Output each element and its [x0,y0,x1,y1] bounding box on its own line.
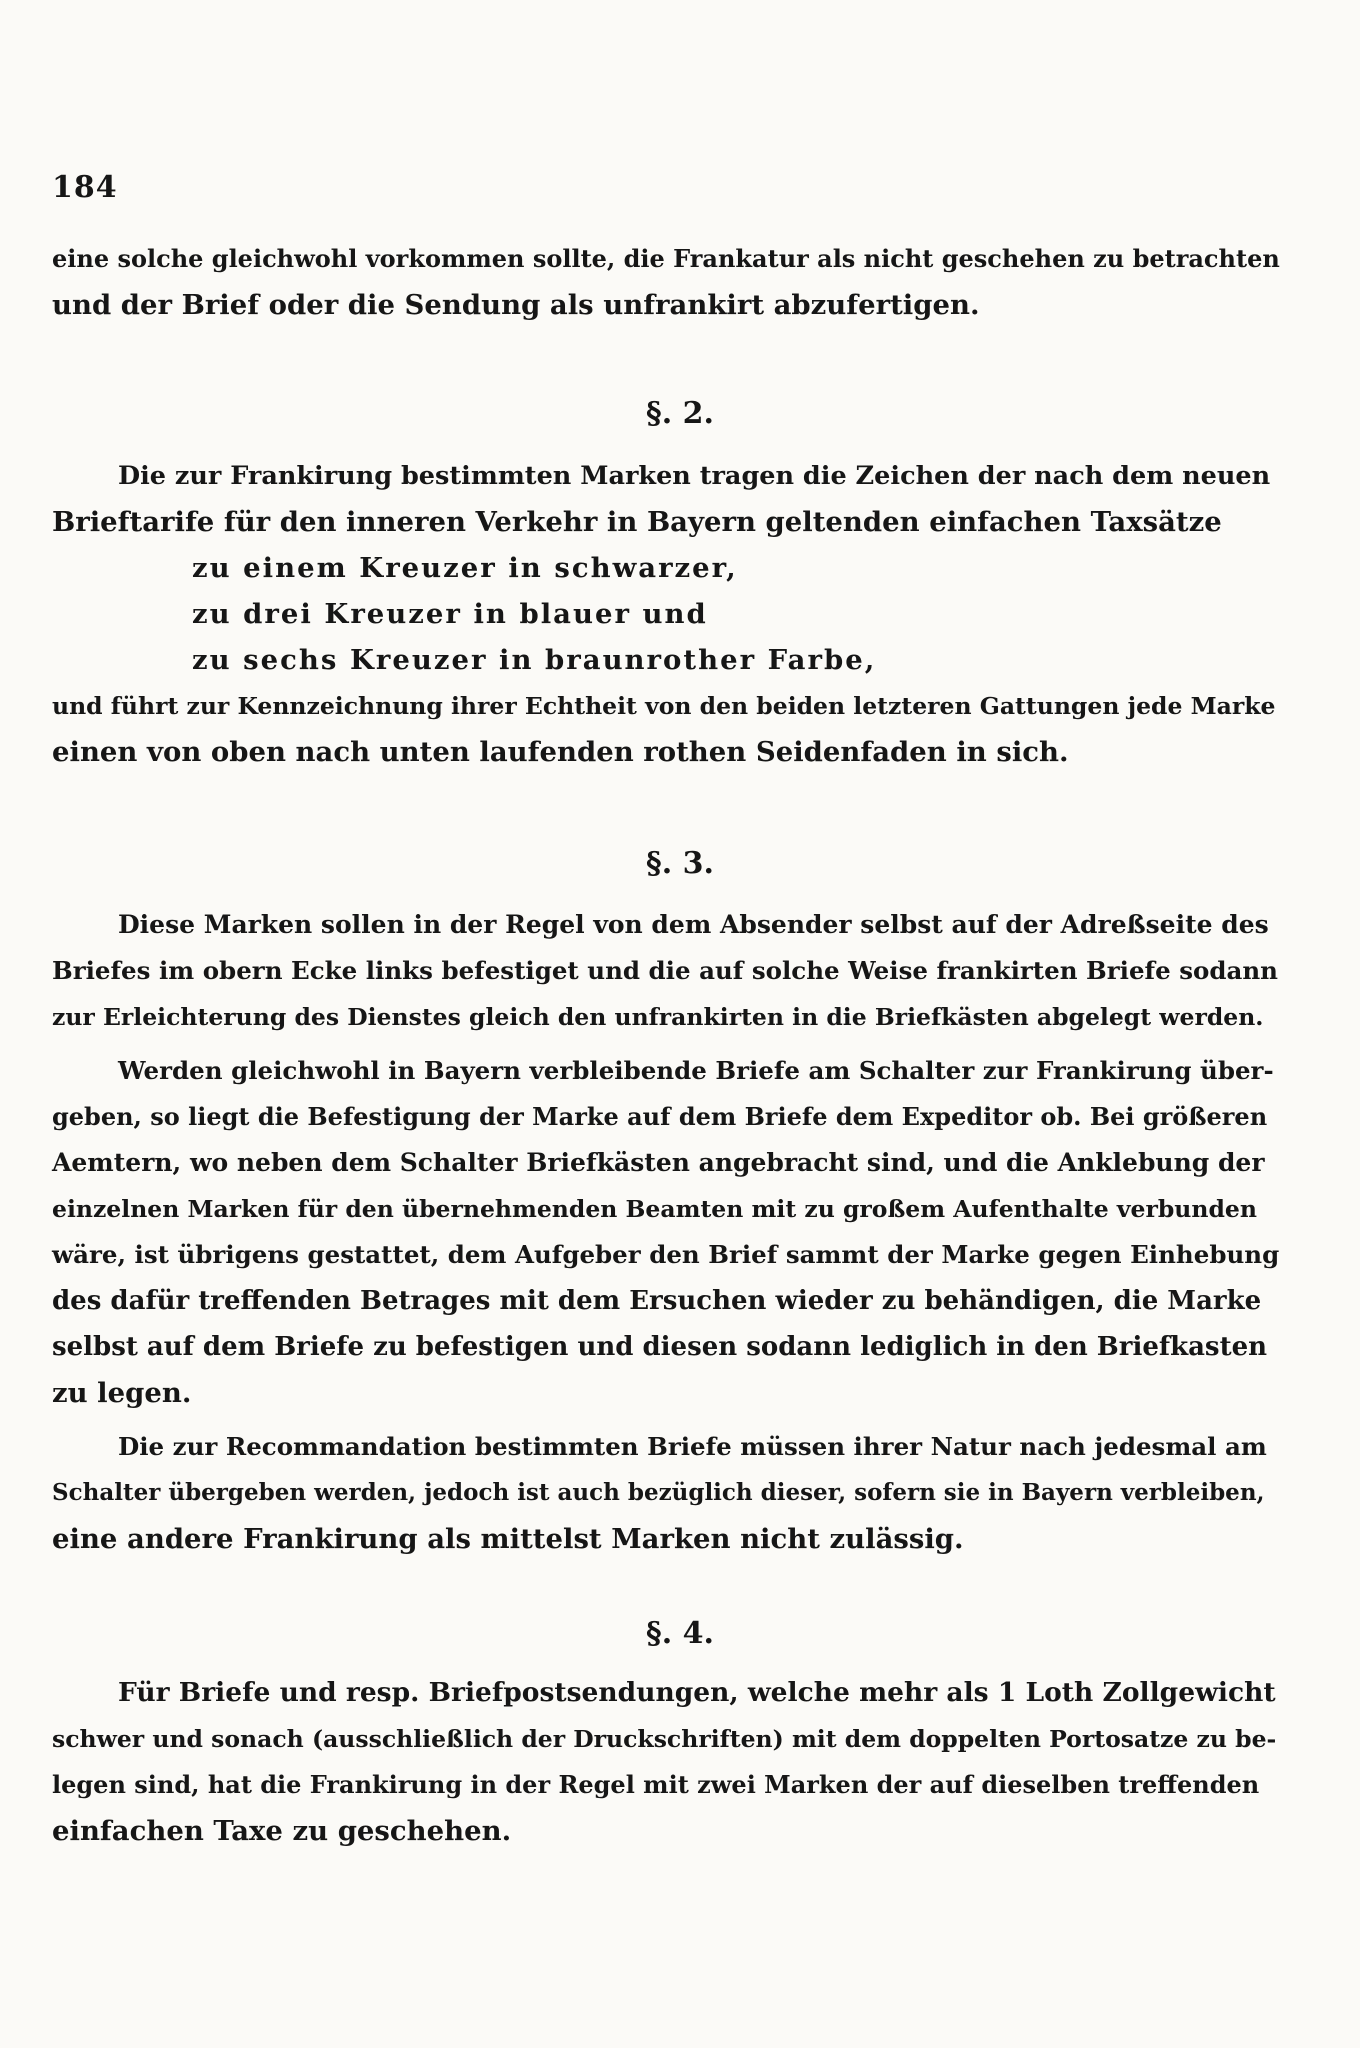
text-line: eine andere Frankirung als mittelst Marken nicht zulässig. [52,1523,964,1555]
text-line: Aemtern, wo neben dem Schalter Briefkästen angebracht sind, und die Anklebung der [52,1148,1265,1177]
section-4-heading: §. 4. [646,1616,714,1651]
text-line: Schalter übergeben werden, jedoch ist auch bezüglich dieser, sofern sie in Bayern verbleiben, [52,1479,1265,1506]
text-line: und der Brief oder die Sendung als unfrankirt abzufertigen. [52,289,980,321]
text-line: einfachen Taxe zu geschehen. [52,1815,512,1847]
section-3-heading: §. 3. [646,846,714,881]
text-line: Werden gleichwohl in Bayern verbleibende Briefe am Schalter zur Frankirung über- [118,1056,1274,1085]
section-3-paragraph-3 [52,1424,1282,1562]
text-line: schwer und sonach (ausschließlich der Druckschriften) mit dem doppelten Portosatze zu be- [52,1725,1277,1753]
text-line: selbst auf dem Briefe zu befestigen und diesen sodann lediglich in den Briefkasten [52,1332,1268,1362]
text-line: Die zur Frankirung bestimmten Marken tragen die Zeichen der nach dem neuen [118,461,1271,491]
text-line: Die zur Recommandation bestimmten Briefe müssen ihrer Natur nach jedesmal am [118,1432,1267,1461]
text-line: Diese Marken sollen in der Regel von dem Absender selbst auf der Adreßseite des [118,910,1269,939]
text-line: und führt zur Kennzeichnung ihrer Echtheit von den beiden letzteren Gattungen jede Marke [52,692,1276,720]
text-line: einen von oben nach unten laufenden rothen Seidenfaden in sich. [52,736,1069,768]
page-number: 184 [52,170,118,205]
text-line: wäre, ist übrigens gestattet, dem Aufgeber den Brief sammt der Marke gegen Einhebung [52,1240,1280,1269]
section-2-paragraph [52,453,1282,775]
intro-paragraph [52,236,1282,328]
section-3-paragraph-1 [52,902,1282,1040]
rate-list-item: zu drei Kreuzer in blauer und [192,598,708,630]
text-line: legen sind, hat die Frankirung in der Regel mit zwei Marken der auf dieselben treffenden [52,1770,1260,1799]
section-4-paragraph [52,1670,1282,1854]
rate-list-item: zu sechs Kreuzer in braunrother Farbe, [192,644,877,676]
rate-list-item: zu einem Kreuzer in schwarzer, [192,552,738,584]
text-line: geben, so liegt die Befestigung der Marke auf dem Briefe dem Expeditor ob. Bei größeren [52,1102,1268,1131]
text-line: einzelnen Marken für den übernehmenden Beamten mit zu großem Aufenthalte verbunden [52,1195,1257,1223]
text-line: eine solche gleichwohl vorkommen sollte, die Frankatur als nicht geschehen zu betrachten [52,244,1280,273]
text-line: zur Erleichterung des Dienstes gleich den unfrankirten in die Briefkästen abgelegt werden. [52,1003,1264,1031]
text-line: Brieftarife für den inneren Verkehr in Bayern geltenden einfachen Taxsätze [52,506,1222,538]
text-line: des dafür treffenden Betrages mit dem Ersuchen wieder zu behändigen, die Marke [52,1286,1262,1316]
text-line: Briefes im obern Ecke links befestiget und die auf solche Weise frankirten Briefe sodann [52,956,1278,985]
section-3-paragraph-2 [52,1048,1282,1416]
text-line: zu legen. [52,1377,192,1409]
section-2-heading: §. 2. [646,396,714,431]
text-line: Für Briefe und resp. Briefpostsendungen, welche mehr als 1 Loth Zollgewicht [118,1677,1276,1708]
